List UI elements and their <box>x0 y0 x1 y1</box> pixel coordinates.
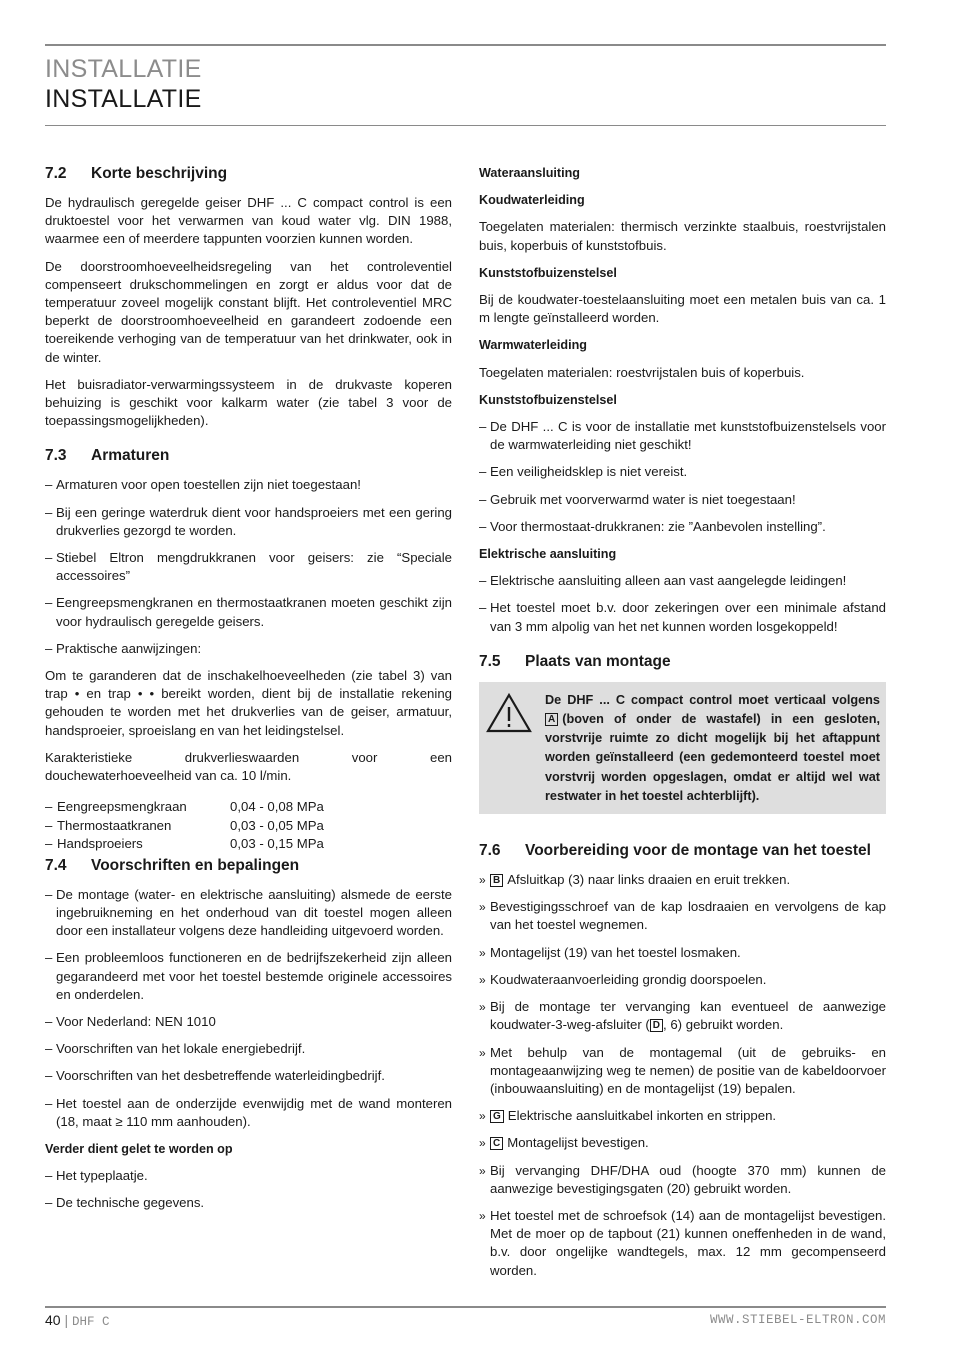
header-title-grey: INSTALLATIE <box>45 55 202 83</box>
figure-ref-a: A <box>545 713 558 726</box>
list-item: » C Montagelijst bevestigen. <box>479 1134 886 1152</box>
table-row: – Handsproeiers 0,03 - 0,15 MPa <box>45 835 452 854</box>
header-rule <box>45 125 886 126</box>
list-item: – Stiebel Eltron mengdrukkranen voor geisers: zie “Speciale accessoires” <box>45 549 452 585</box>
list-item: » B Afsluitkap (3) naar links draaien en eruit trekken. <box>479 871 886 889</box>
pressure-loss-table <box>45 798 452 854</box>
list-item: » Bij de montage ter vervanging kan eventueel de aanwezige koudwater-3-weg-afsluiter ( D , 6) gebruikt worden. <box>479 998 886 1034</box>
paragraph: Toegelaten materialen: thermisch verzinkte staalbuis, roestvrijstalen buis, koperbuis of kunststofbuis. <box>479 219 886 253</box>
paragraph: Toegelaten materialen: roestvrijstalen buis of koperbuis. <box>479 364 805 380</box>
figure-ref-g: G <box>490 1110 504 1123</box>
subheading: Warmwaterleiding <box>479 338 587 353</box>
page-number: 40 | DHF C <box>45 1312 110 1329</box>
paragraph: De doorstroomhoeveelheidsregeling van het controleventiel compenseert drukschommelingen en zorgt er aldus voor dat de temperatuur zoveel mogelijk constant blijft. Het controleventiel MRC beperkt de doorstroomhoeveelheid en garandeert zodoende een toereikende verhoging van de temperatuur van het drinkwater, ook in de winter. <box>45 258 452 365</box>
subheading: Koudwaterleiding <box>479 193 585 208</box>
list-item: » Bij vervanging DHF/DHA oud (hoogte 370 mm) kunnen de aanwezige bevestigingsgaten (20) gebruikt worden. <box>479 1162 886 1198</box>
list-item: – Voorschriften van het desbetreffende waterleidingbedrijf. <box>45 1067 452 1085</box>
list-item: – Eengreepsmengkranen en thermostaatkranen moeten geschikt zijn voor hydraulisch geregelde geisers. <box>45 594 452 630</box>
list-item: – Het toestel aan de onderzijde evenwijdig met de wand monteren (18, maat ≥ 110 mm aanhouden). <box>45 1095 452 1131</box>
list-item: – Bij een geringe waterdruk dient voor handsproeiers met een gering drukverlies gezorgd te worden. <box>45 504 452 540</box>
left-column <box>45 164 452 1222</box>
subheading: Verder dient gelet te worden op <box>45 1142 233 1157</box>
list-item: – Het toestel moet b.v. door zekeringen over een minimale afstand van 3 mm alpolig van het net kunnen worden losgekoppeld! <box>479 599 886 635</box>
section-7-4-heading: 7.4 Voorschriften en bepalingen <box>45 856 300 874</box>
warning-box <box>479 682 886 814</box>
list-item: » Koudwateraanvoerleiding grondig doorspoelen. <box>479 971 886 989</box>
section-7-2-heading: 7.2 Korte beschrijving <box>45 165 228 182</box>
paragraph: Het buisradiator-verwarmingssysteem in de drukvaste koperen behuizing is geschikt voor kalkarm water (zie tabel 3 voor de toepassingsmogelijkheden). <box>45 376 452 429</box>
list-item: – Het typeplaatje. <box>45 1167 452 1185</box>
list-item: – Praktische aanwijzingen: <box>45 640 452 658</box>
warning-text: De DHF ... C compact control moet verticaal volgens <box>545 692 880 707</box>
figure-ref-b: B <box>490 874 503 887</box>
list-item: » Montagelijst (19) van het toestel losmaken. <box>479 944 886 962</box>
paragraph: Bij de koudwater-toestelaansluiting moet een metalen buis van ca. 1 m lengte geïnstalleerd worden. <box>479 292 886 326</box>
list-item: – Armaturen voor open toestellen zijn niet toegestaan! <box>45 476 452 494</box>
top-rule <box>45 44 886 46</box>
right-column <box>479 164 886 1289</box>
subheading: Wateraansluiting <box>479 166 580 180</box>
section-7-6-heading: 7.6 Voorbereiding voor de montage van het toestel <box>479 842 871 860</box>
list-item: » Met behulp van de montagemal (uit de gebruiks- en montageaanwijzing weg te nemen) de positie van de kabeldoorvoer (inbouwaansluiting) en de montagelijst (19) bepalen. <box>479 1044 886 1099</box>
list-item: – De technische gegevens. <box>45 1194 452 1212</box>
list-item: – De DHF ... C is voor de installatie met kunststofbuizenstelsels voor de warmwaterleiding niet geschikt! <box>479 418 886 454</box>
list-item: » Bevestigingsschroef van de kap losdraaien en vervolgens de kap van het toestel wegnemen. <box>479 898 886 934</box>
subheading: Kunststofbuizenstelsel <box>479 265 617 280</box>
list-item: – Elektrische aansluiting alleen aan vast aangelegde leidingen! <box>479 572 886 590</box>
website-url: WWW.STIEBEL-ELTRON.COM <box>709 1313 886 1327</box>
list-item: – Voor thermostaat-drukkranen: zie ”Aanbevolen instelling”. <box>479 518 886 536</box>
list-item: » Het toestel met de schroefsok (14) aan de montagelijst bevestigen. Met de moer op de tapbout (21) kunnen oneffenheden in de wand, b.v. door ongelijke wandtegels, max. 12 mm gecompenseerd worden. <box>479 1207 886 1280</box>
figure-ref-d: D <box>650 1019 663 1032</box>
table-row: – Thermostaatkranen 0,03 - 0,05 MPa <box>45 817 452 836</box>
subheading: Kunststofbuizenstelsel <box>479 392 617 407</box>
header-title: INSTALLATIE <box>45 85 202 113</box>
section-7-5-heading: 7.5 Plaats van montage <box>479 652 671 670</box>
table-row: – Eengreepsmengkraan 0,04 - 0,08 MPa <box>45 798 452 817</box>
subheading: Elektrische aansluiting <box>479 547 617 562</box>
list-item: – De montage (water- en elektrische aansluiting) alsmede de eerste ingebruikneming en het onderhoud van dit toestel mogen alleen door een installateur volgens deze handleiding uitgevoerd worden. <box>45 886 452 941</box>
list-item: – Voorschriften van het lokale energiebedrijf. <box>45 1040 452 1058</box>
list-item: – Een probleemloos functioneren en de bedrijfszekerheid zijn alleen gegarandeerd met voor het toestel bestemde originele accessoires en onderdelen. <box>45 949 452 1004</box>
list-item: – Gebruik met voorverwarmd water is niet toegestaan! <box>479 491 886 509</box>
paragraph: Karakteristieke drukverlieswaarden voor een douchewaterhoeveelheid van ca. 10 l/min. <box>45 749 452 784</box>
paragraph: Om te garanderen dat de inschakelhoeveelheden (zie tabel 3) van trap • en trap • • bereikt worden, dient bij de installatie rekening gehouden te worden met het drukverlies van de geiser, armatuur, handsproeier, sproeislang en van het leidingstelsel. <box>45 668 452 738</box>
list-item: – Een veiligheidsklep is niet vereist. <box>479 463 886 481</box>
section-7-3-heading: 7.3 Armaturen <box>45 447 170 465</box>
list-item: » G Elektrische aansluitkabel inkorten en strippen. <box>479 1107 886 1125</box>
footer-rule <box>45 1306 886 1308</box>
warning-triangle-icon <box>486 692 532 734</box>
list-item: – Voor Nederland: NEN 1010 <box>45 1013 452 1031</box>
figure-ref-c: C <box>490 1137 503 1150</box>
warning-text: (boven of onder de wastafel) in een gesloten, vorstvrije ruimte zo dicht mogelijk bij het aftappunt worden geïnstalleerd (een gedemonteerd toestel moet vorstvrij worden opgeslagen, omdat er altijd wel wat restwater in het toestel achterblijft). <box>545 712 880 803</box>
paragraph: De hydraulisch geregelde geiser DHF ... C compact control is een druktoestel voor het verwarmen van koud water vlg. DIN 1988, waarmee een of meerdere tappunten voorzien kunnen worden. <box>45 195 452 247</box>
